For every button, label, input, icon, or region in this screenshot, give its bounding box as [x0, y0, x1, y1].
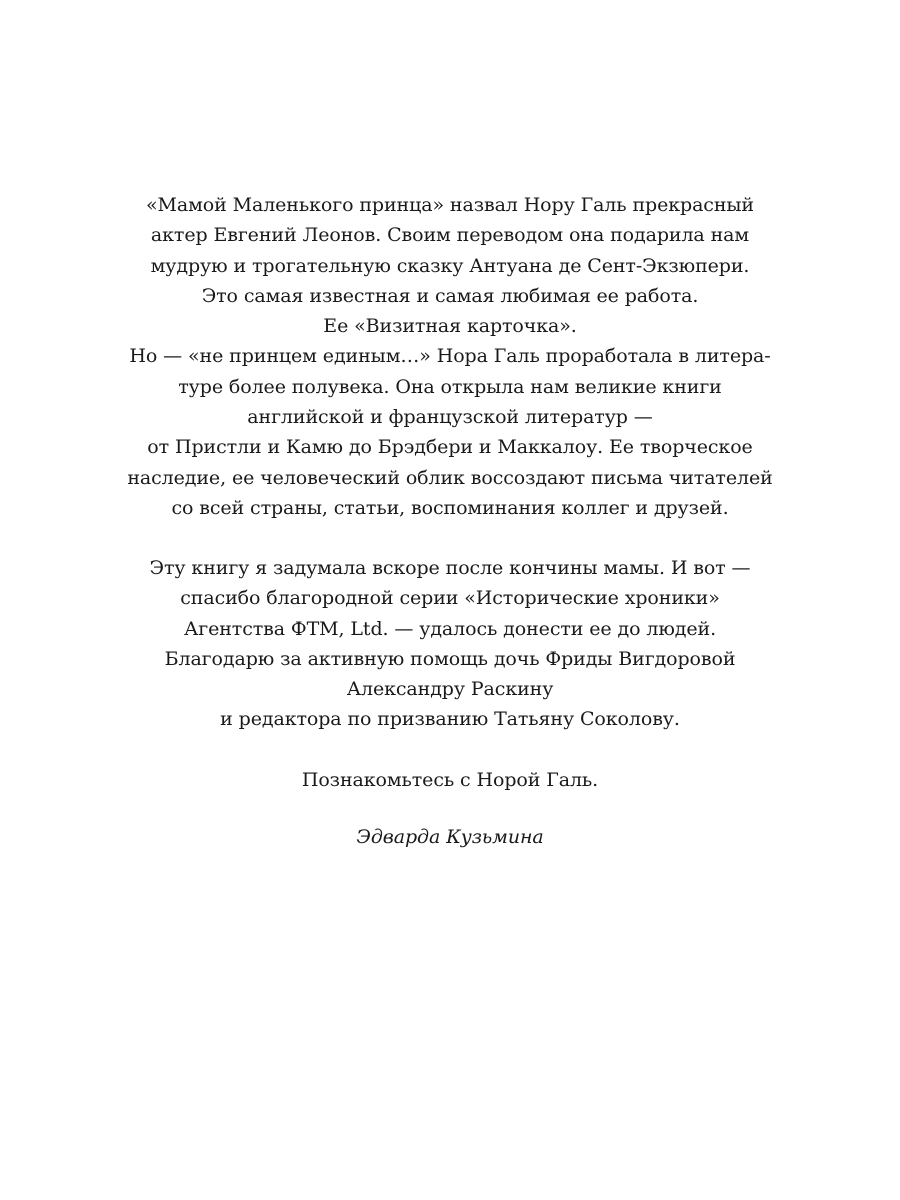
preface-paragraph-1 — [0, 190, 900, 523]
paragraph-line: от Пристли и Камю до Брэдбери и Маккалоу. Ее творческое — [147, 436, 753, 459]
paragraph-line: английской и французской литератур — — [247, 406, 653, 429]
paragraph-line: «Мамой Маленького принца» назвал Нору Галь прекрасный — [145, 194, 754, 216]
preface-paragraph-2 — [0, 553, 900, 735]
signature-text: Эдварда Кузьмина — [356, 826, 544, 848]
paragraph-line: со всей страны, статьи, воспоминания коллег и друзей. — [171, 496, 729, 519]
paragraph-line: Ее «Визитная карточка». — [323, 315, 577, 338]
paragraph-line: наследие, ее человеческий облик воссоздают письма читателей — [127, 466, 773, 489]
paragraph-line: мудрую и трогательную сказку Антуана де Сент-Экзюпери. — [150, 254, 750, 277]
paragraph-line: Александру Раскину — [346, 678, 554, 701]
paragraph-line: и редактора по призванию Татьяну Соколову. — [220, 708, 680, 731]
closing-line — [0, 765, 900, 795]
paragraph-line: Эту книгу я задумала вскоре после кончины мамы. И вот — — [149, 557, 751, 579]
paragraph-line: Агентства ФТМ, Ltd. — удалось донести ее до людей. — [183, 617, 717, 640]
paragraph-line: спасибо благородной серии «Исторические хроники» — [180, 587, 720, 610]
author-signature — [0, 822, 900, 852]
closing-text: Познакомьтесь с Норой Галь. — [301, 769, 599, 791]
paragraph-line: туре более полувека. Она открыла нам великие книги — [178, 375, 722, 398]
paragraph-line: Но — «не принцем единым…» Нора Галь проработала в литера- — [129, 345, 771, 368]
paragraph-line: Это самая известная и самая любимая ее работа. — [201, 284, 699, 307]
paragraph-line: Благодарю за активную помощь дочь Фриды Вигдоровой — [164, 647, 736, 670]
paragraph-line: актер Евгений Леонов. Своим переводом она подарила нам — [150, 224, 750, 247]
